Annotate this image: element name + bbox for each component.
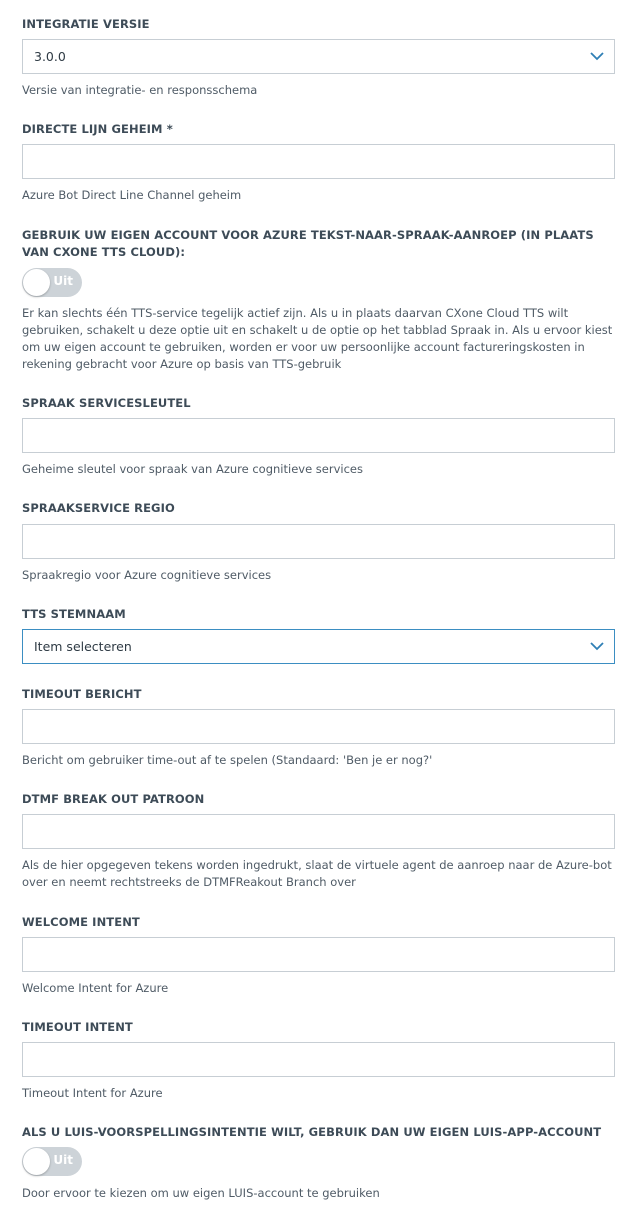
speech-service-key-input[interactable] <box>22 418 615 453</box>
speech-service-region-help: Spraakregio voor Azure cognitieve services <box>22 568 272 582</box>
luis-account-toggle-text: Uit <box>53 1153 73 1167</box>
integration-version-help: Versie van integratie- en responsschema <box>22 83 258 97</box>
chevron-down-icon <box>590 641 604 651</box>
direct-line-secret-label: DIRECTE LIJN GEHEIM * <box>22 122 173 136</box>
luis-account-label: ALS U LUIS-VOORSPELLINGSINTENTIE WILT, GEBRUIK DAN UW EIGEN LUIS-APP-ACCOUNT <box>22 1125 602 1139</box>
timeout-intent-input[interactable] <box>22 1042 615 1077</box>
welcome-intent-label: WELCOME INTENT <box>22 915 140 929</box>
integration-version-value: 3.0.0 <box>34 49 66 64</box>
tts-voice-name-label: TTS STEMNAAM <box>22 607 126 621</box>
tts-voice-name-select[interactable] <box>22 629 615 664</box>
toggle-knob <box>23 1148 50 1175</box>
tts-voice-name-value: Item selecteren <box>34 639 132 654</box>
speech-service-region-input[interactable] <box>22 524 615 559</box>
timeout-message-input[interactable] <box>22 709 615 744</box>
own-tts-account-help: Er kan slechts één TTS-service tegelijk actief zijn. Als u in plaats daarvan CXone Cloud TTS wilt gebruiken, schakelt u deze optie uit en schakelt u de optie op het tabblad Spraak in. Als u ervoor kiest om uw eigen account te gebruiken, worden er voor uw persoonlijke account factureringskosten in rekening gebracht voor Azure op basis van TTS-gebruik <box>22 306 613 371</box>
toggle-knob <box>23 269 50 296</box>
welcome-intent-input[interactable] <box>22 937 615 972</box>
direct-line-secret-help: Azure Bot Direct Line Channel geheim <box>22 188 242 202</box>
luis-account-toggle[interactable] <box>22 1147 82 1176</box>
timeout-intent-label: TIMEOUT INTENT <box>22 1020 133 1034</box>
timeout-intent-help: Timeout Intent for Azure <box>22 1086 163 1100</box>
timeout-message-label: TIMEOUT BERICHT <box>22 687 142 701</box>
chevron-down-icon <box>590 51 604 61</box>
dtmf-breakout-input[interactable] <box>22 814 615 849</box>
dtmf-breakout-help: Als de hier opgegeven tekens worden ingedrukt, slaat de virtuele agent de aanroep naar de Azure-bot over en neemt rechtstreeks de DTMFReakout Branch over <box>22 858 612 889</box>
own-tts-account-toggle[interactable] <box>22 268 82 297</box>
dtmf-breakout-label: DTMF BREAK OUT PATROON <box>22 792 205 806</box>
direct-line-secret-input[interactable] <box>22 144 615 179</box>
welcome-intent-help: Welcome Intent for Azure <box>22 981 169 995</box>
own-tts-account-label: GEBRUIK UW EIGEN ACCOUNT VOOR AZURE TEKST-NAAR-SPRAAK-AANROEP (IN PLAATS VAN CXONE TTS CLOUD): <box>22 228 594 259</box>
luis-account-help: Door ervoor te kiezen om uw eigen LUIS-account te gebruiken <box>22 1186 380 1200</box>
integration-version-label: INTEGRATIE VERSIE <box>22 17 150 31</box>
speech-service-key-label: SPRAAK SERVICESLEUTEL <box>22 396 191 410</box>
integration-version-select[interactable] <box>22 39 615 74</box>
own-tts-account-toggle-text: Uit <box>53 274 73 288</box>
speech-service-region-label: SPRAAKSERVICE REGIO <box>22 501 175 515</box>
speech-service-key-help: Geheime sleutel voor spraak van Azure cognitieve services <box>22 462 363 476</box>
timeout-message-help: Bericht om gebruiker time-out af te spelen (Standaard: 'Ben je er nog?' <box>22 753 433 767</box>
